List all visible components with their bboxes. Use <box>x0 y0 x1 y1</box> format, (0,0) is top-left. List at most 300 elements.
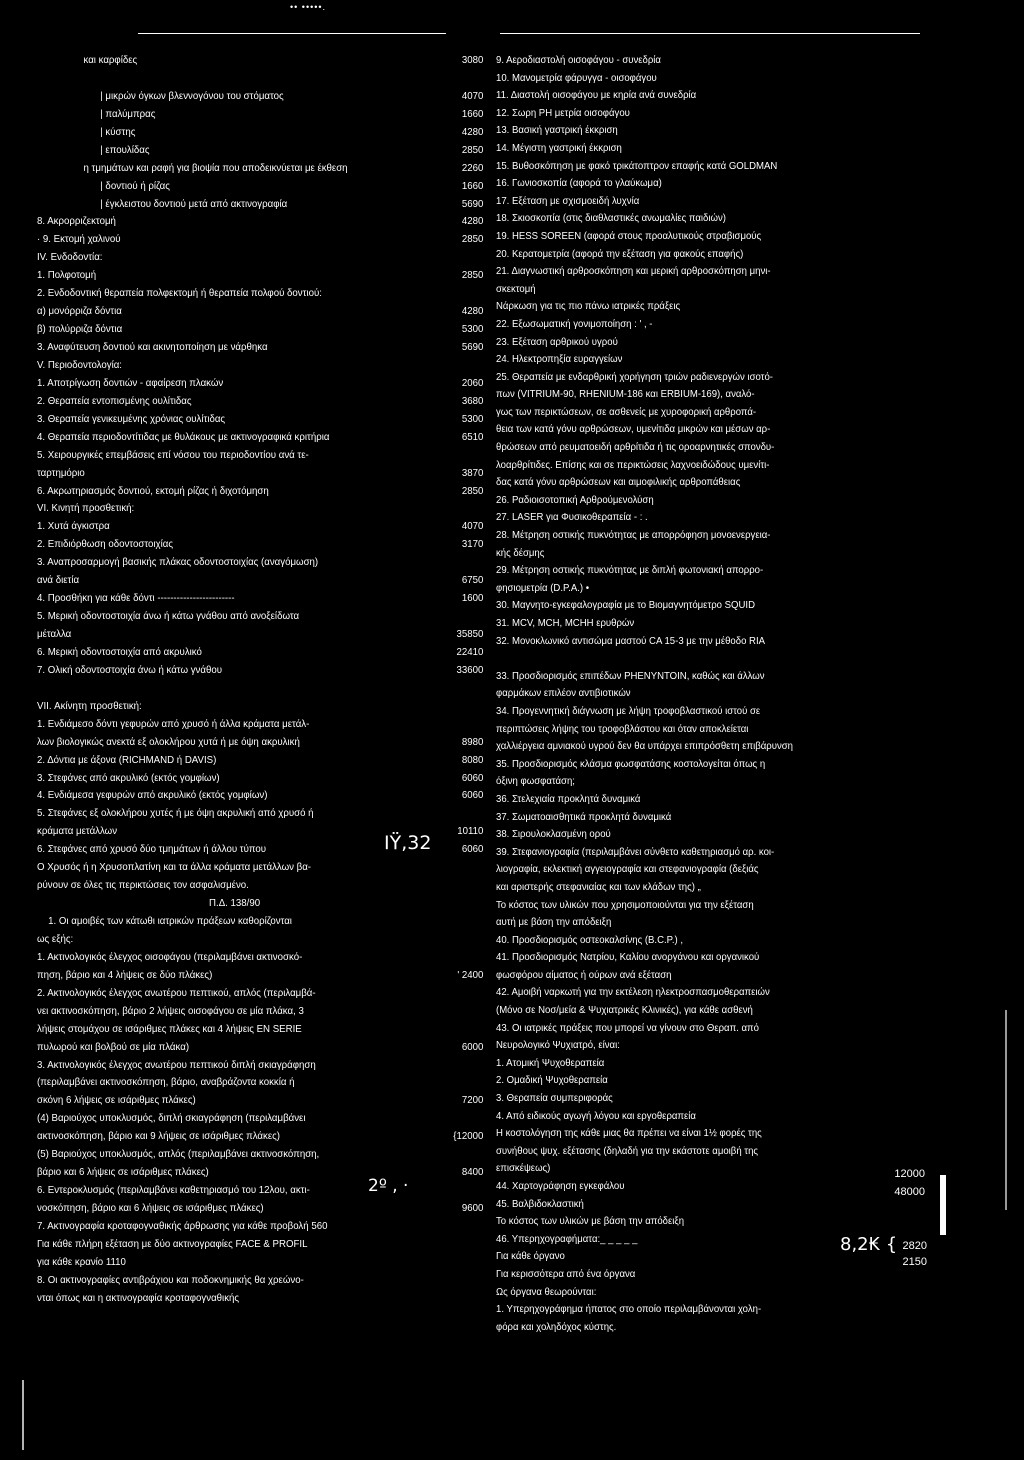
right-entry <box>496 615 879 633</box>
entry-text: | παλύμπρας <box>100 108 156 120</box>
right-entry <box>496 492 879 510</box>
right-entry <box>496 1284 879 1302</box>
entry-text: 1. Χυτά άγκιστρα <box>37 521 110 533</box>
entry-price: {12000 <box>453 1131 484 1143</box>
right-entry <box>496 158 879 176</box>
left-entry <box>37 590 483 608</box>
entry-text: 2. Δόντια με άξονα (RICHMAND ή DAVIS) <box>37 754 217 766</box>
entry-text: και αριστερής στεφανιαίας και των κλάδων της) „ <box>496 881 701 893</box>
right-entry <box>496 809 879 827</box>
entry-text: Π.Δ. 138/90 <box>209 898 261 910</box>
entry-text: 3. Αναπροσαρμογή βασικής πλάκας οδοντοστοιχίας (αναγόμωση) <box>37 557 319 569</box>
entry-price: 2260 <box>461 162 484 174</box>
entry-price <box>442 877 484 895</box>
entry-price <box>442 1110 484 1128</box>
entry-text: ταρτημόριο <box>37 467 85 479</box>
entry-text: λήψεις στομάχου σε ισάριθμες πλάκες και 4 λήψεις EN SERIE <box>37 1023 302 1035</box>
entry-text: 2. Θεραπεία εντοπισμένης ουλίτιδας <box>37 395 192 407</box>
left-entry <box>37 178 483 196</box>
entry-text: 29. Μέτρηση οστικής πυκνότητας με διπλή φωτονιακή απορρο- <box>496 565 764 577</box>
right-entry <box>496 949 879 967</box>
entry-price <box>442 1057 484 1075</box>
entry-price <box>442 1254 484 1272</box>
top-rule-left <box>138 33 446 34</box>
entry-text: Νευρολογικό Ψυχιατρό, είναι: <box>496 1040 620 1052</box>
entry-text: κράματα μετάλλων <box>37 826 118 838</box>
entry-price <box>442 895 484 913</box>
entry-text: 37. Σωματοαισθητικά προκλητά δυναμικά <box>496 811 672 823</box>
entry-text: 33. Προσδιορισμός επιπέδων PHENYNTOIN, καθώς και άλλων <box>496 670 765 682</box>
left-entry <box>37 52 483 70</box>
entry-text: 2. Ενδοδοντική θεραπεία πολφεκτομή ή θεραπεία πολφού δοντιού: <box>37 288 322 300</box>
left-entry <box>37 70 483 88</box>
left-entry <box>37 1290 483 1308</box>
left-entry <box>37 1182 483 1200</box>
left-entry <box>37 949 483 967</box>
right-entry <box>496 967 879 985</box>
entry-price <box>442 500 484 518</box>
right-entry <box>496 703 879 721</box>
right-entry <box>496 316 879 334</box>
entry-text: 22. Εξωσωματική γονιμοποίηση : ' , - <box>496 318 653 330</box>
entry-text: 3. Στεφάνες από ακρυλικό (εκτός γομφίων) <box>37 772 220 784</box>
right-entry <box>496 545 879 563</box>
left-entry <box>37 931 483 949</box>
entry-text: 14. Μέγιστη γαστρική έκκριση <box>496 142 622 154</box>
right-entry <box>496 527 879 545</box>
right-entry <box>496 1020 879 1038</box>
left-entry <box>37 1272 483 1290</box>
entry-text: 1. Ακτινολογικός έλεγχος οισοφάγου (περιλαμβάνει ακτινοσκό- <box>37 951 303 963</box>
right-entry <box>496 597 879 615</box>
entry-price: 8400 <box>461 1167 484 1179</box>
right-entry <box>496 369 879 387</box>
entry-text: και καρφίδες <box>83 55 138 66</box>
right-entry <box>496 897 879 915</box>
right-entry <box>496 1248 879 1266</box>
entry-text: γως των περικτώσεων, σε ασθενείς με χυροφορική αρθροπά- <box>496 406 757 418</box>
entry-text: 6. Ακρωτηριασμός δοντιού, εκτομή ρίζας ή διχοτόμηση <box>37 485 269 497</box>
entry-text: 35. Προσδιορισμός κλάσμα φωσφατάσης κοστολογείται όπως η <box>496 758 766 770</box>
right-entry <box>496 1213 879 1231</box>
handwritten-note-46: 8,2₭ { <box>840 1234 898 1255</box>
entry-text: 5. Στεφάνες εξ ολοκλήρου χυτές ή με όψη ακρυλική από χρυσό ή <box>37 808 314 820</box>
entry-text: | επουλίδας <box>100 144 150 156</box>
entry-price: 2850 <box>461 485 484 497</box>
left-entry <box>37 231 483 249</box>
left-entry <box>37 805 483 823</box>
scan-edge-line <box>1005 1010 1007 1210</box>
entry-text: 1. Υπερηχογράφημα ήπατος στο οποίο περιλαμβάνονται χολη- <box>496 1304 762 1316</box>
entry-text: Νάρκωση για τις πιο πάνω ιατρικές πράξεις <box>496 301 681 313</box>
entry-text: θεια των κατά γόνυ αρθρώσεων, υμενίτιδα μικρών και μέσων αρ- <box>496 424 771 436</box>
entry-text: 10. Μανομετρία φάρυγγα - οισοφάγου <box>496 72 657 84</box>
price-46-b: 2150 <box>902 1256 927 1268</box>
right-entry <box>496 1319 879 1337</box>
entry-text: επισκέψεως) <box>496 1163 551 1175</box>
entry-text: VI. Κινητή προσθετική: <box>37 503 135 515</box>
entry-text: 15. Βυθοσκόπηση με φακό τρικάτοπτρον επαφής κατά GOLDMAN <box>496 160 778 172</box>
entry-text: | κύστης <box>100 126 136 138</box>
left-entry <box>37 877 483 895</box>
right-entry <box>496 773 879 791</box>
entry-price: 2060 <box>461 377 484 389</box>
entry-text: φόρα και χοληδόχος κύστης. <box>496 1321 617 1333</box>
left-entry <box>37 626 483 644</box>
entry-text: 1. Ατομική Ψυχοθεραπεία <box>496 1057 605 1069</box>
right-entry <box>496 193 879 211</box>
entry-text: για κάθε κρανίο 1110 <box>37 1256 126 1268</box>
right-entry <box>496 1037 879 1055</box>
left-entry <box>37 124 483 142</box>
entry-price: 5690 <box>461 198 484 210</box>
entry-text <box>37 680 442 698</box>
right-entry <box>496 1301 879 1319</box>
entry-text: 23. Εξέταση αρθρικού υγρού <box>496 336 618 348</box>
entry-text: βάριο και 6 λήψεις σε ισάριθμες πλάκες) <box>37 1167 209 1179</box>
entry-text: 19. HESS SOREEN (αφορά στους προαλυτικούς στραβισμούς <box>496 230 762 242</box>
entry-text: 1. Ενδιάμεσο δόντι γεφυρών από χρυσό ή άλλα κράματα μετάλ- <box>37 718 310 730</box>
right-entry <box>496 562 879 580</box>
entry-text: 7. Ακτινογραφία κροταφογναθικής άρθρωσης για κάθε προβολή 560 <box>37 1220 328 1232</box>
right-entry <box>496 175 879 193</box>
entry-text: 5. Χειρουργικές επεμβάσεις επί νόσου του περιοδοντίου ανά τε- <box>37 449 309 461</box>
entry-text: 1. Οι αμοιβές των κάτωθι ιατρικών πράξεων καθορίζονται <box>48 916 292 927</box>
entry-price <box>442 913 484 931</box>
entry-text: ως εξής: <box>37 933 74 945</box>
left-entry <box>37 1039 483 1057</box>
right-entry <box>496 668 879 686</box>
entry-price: 1600 <box>461 593 484 605</box>
left-entry <box>37 608 483 626</box>
right-entry <box>496 52 879 70</box>
entry-text: 5. Μερική οδοντοστοιχία άνω ή κάτω γνάθου από ανοξείδωτα <box>37 611 300 623</box>
left-entry <box>37 429 483 447</box>
right-entry <box>496 122 879 140</box>
entry-text: 4. Ενδιάμεσα γεφυρών από ακρυλικό (εκτός γομφίων) <box>37 790 268 802</box>
entry-text: πων (VITRIUM-90, RHENIUM-186 και ERBIUM-169), αναλό- <box>496 389 755 401</box>
entry-price: 4280 <box>461 126 484 138</box>
left-entry <box>37 321 483 339</box>
entry-text: IV. Ενδοδοντία: <box>37 252 103 264</box>
entry-text: νοσκόπηση, βάριο και 6 λήψεις σε ισάριθμες πλάκες) <box>37 1203 264 1214</box>
right-entry <box>496 685 879 703</box>
right-entry <box>496 404 879 422</box>
left-entry <box>37 267 483 285</box>
entry-price: 5300 <box>461 413 484 425</box>
left-entry <box>37 106 483 124</box>
left-entry <box>37 662 483 680</box>
entry-text: 28. Μέτρηση οστικής πυκνότητας με απορρόφηση μονοενεργεια- <box>496 530 771 542</box>
entry-text: φησιομετρία (D.P.A.) • <box>496 582 590 594</box>
entry-price: 7200 <box>461 1095 484 1107</box>
entry-price: 10110 <box>457 826 484 838</box>
left-entry <box>37 142 483 160</box>
left-entry <box>37 734 483 752</box>
entry-text: 43. Οι ιατρικές πράξεις που μπορεί να γίνουν στο Θεραπ. από <box>496 1022 759 1034</box>
left-entry <box>37 1003 483 1021</box>
entry-text: Το κόστος των υλικών με βάση την απόδειξη <box>496 1216 685 1228</box>
left-column <box>37 52 483 1308</box>
entry-price <box>442 716 484 734</box>
entry-text: 4. Θεραπεία περιοδοντίτιδας με θυλάκους με ακτινογραφικά κριτήρια <box>37 431 330 443</box>
right-entry <box>496 70 879 88</box>
entry-text: Για κάθε πλήρη εξέταση με δύο ακτινογραφίες FACE & PROFIL <box>37 1238 308 1250</box>
entry-text: Για κάθε όργανο <box>496 1251 565 1263</box>
entry-price: 4280 <box>461 306 484 318</box>
entry-price <box>442 357 484 375</box>
entry-text: νει ακτινοσκόπηση, βάριο 2 λήψεις οισοφάγου σε μία πλάκα, 3 <box>37 1005 304 1017</box>
right-entry <box>496 386 879 404</box>
entry-text: Το κόστος των υλικών που χρησιμοποιούνται για την εξέταση <box>496 899 754 911</box>
left-entry <box>37 500 483 518</box>
entry-price: 2850 <box>461 144 484 156</box>
handwritten-note-2: 2º , · <box>368 1176 409 1196</box>
entry-text: ακτινοσκόπηση, βάριο και 9 λήψεις σε ισάριθμες πλάκες) <box>37 1131 281 1143</box>
entry-text: 36. Στελεχιαία προκλητά δυναμικά <box>496 793 641 805</box>
entry-price <box>442 554 484 572</box>
entry-text: 3. Αναφύτευση δοντιού και ακινητοποίηση με νάρθηκα <box>37 342 268 353</box>
right-entry <box>496 756 879 774</box>
left-entry <box>37 770 483 788</box>
entry-text: 3. Ακτινολογικός έλεγχος ανωτέρου πεπτικού διπλή σκιαγράφηση <box>37 1059 316 1071</box>
right-entry <box>496 1125 879 1143</box>
scan-edge-mark <box>940 1175 946 1235</box>
entry-price: 6060 <box>461 790 484 802</box>
right-entry <box>496 1090 879 1108</box>
entry-text: 9. Αεροδιαστολή οισοφάγου - συνεδρία <box>496 55 661 66</box>
entry-price: ' 2400 <box>457 969 484 981</box>
entry-text: 1. Αποτρίγωση δοντιών - αφαίρεση πλακών <box>37 377 224 389</box>
entry-text: λοαρθρίτιδες. Επίσης και σε περικτώσεις λαχνοειδώδους υμενίτι- <box>496 459 770 471</box>
entry-text: 44. Χαρτογράφηση εγκεφάλου <box>496 1181 625 1192</box>
entry-text: 12. Σωρη PH μετρία οισοφάγου <box>496 107 630 119</box>
entry-price: 8080 <box>461 754 484 766</box>
left-entry <box>37 1092 483 1110</box>
price-44: 12000 <box>894 1168 925 1180</box>
left-entry <box>37 985 483 1003</box>
entry-text: περιπτώσεις λήψης του τροφοβλάστου και όταν αποκλείεται <box>496 723 749 735</box>
entry-text: σκεκτομή <box>496 283 536 295</box>
entry-text: 2. Ομαδική Ψυχοθεραπεία <box>496 1075 608 1087</box>
left-entry <box>37 1110 483 1128</box>
entry-text: α) μονόρριζα δόντια <box>37 306 122 318</box>
left-entry <box>37 88 483 106</box>
left-entry <box>37 1164 483 1182</box>
right-entry <box>496 1108 879 1126</box>
entry-price <box>442 859 484 877</box>
entry-text: μέταλλα <box>37 629 72 640</box>
right-entry <box>496 861 879 879</box>
entry-text: 11. Διαστολή οισοφάγου με κηρία ανά συνεδρία <box>496 90 697 102</box>
entry-text: κής δέσμης <box>496 547 545 559</box>
left-entry <box>37 249 483 267</box>
entry-text: 16. Γωνιοσκοπία (αφορά το γλαύκωμα) <box>496 178 662 190</box>
entry-text: 41. Προσδιορισμός Νατρίου, Καλίου ανοργάνου και οργανικού <box>496 952 760 964</box>
entry-text: | έγκλειστου δοντιού μετά από ακτινογραφία <box>100 198 288 210</box>
entry-text: 2. Ακτινολογικός έλεγχος ανωτέρου πεπτικού, απλός (περιλαμβά- <box>37 987 316 999</box>
right-entry <box>496 474 879 492</box>
entry-price: 8980 <box>461 736 484 748</box>
entry-text: 6. Εντεροκλυσμός (περιλαμβάνει καθετηριασμό του 12λου, ακτι- <box>37 1185 310 1197</box>
left-entry <box>37 393 483 411</box>
entry-price: 1660 <box>461 180 484 192</box>
entry-text: ανά διετία <box>37 575 80 587</box>
entry-text: 26. Ραδιοισοτοπική Αρθρούμενολύση <box>496 494 654 506</box>
entry-text: 4. Από ειδικούς αγωγή λόγου και εργοθεραπεία <box>496 1110 696 1122</box>
right-entry <box>496 580 879 598</box>
top-rule-right <box>500 33 920 34</box>
entry-price <box>442 249 484 267</box>
entry-text: 2. Επιδιόρθωση οδοντοστοιχίας <box>37 539 173 551</box>
right-entry <box>496 1196 879 1214</box>
entry-price <box>442 1272 484 1290</box>
entry-price: 33600 <box>456 664 484 676</box>
entry-price <box>442 608 484 626</box>
entry-text: | δοντιού ή ρίζας <box>100 180 170 192</box>
entry-text: 45. Βαλβιδοκλαστική <box>496 1198 584 1210</box>
left-entry <box>37 644 483 662</box>
entry-text: 8. Οι ακτινογραφίες αντιβράχιου και ποδοκνημικής θα χρεώνο- <box>37 1274 304 1286</box>
right-entry <box>496 1266 879 1284</box>
entry-price: 3870 <box>461 467 484 479</box>
left-entry <box>37 285 483 303</box>
entry-price <box>442 680 484 698</box>
entry-text: πηση, βάριο και 4 λήψεις σε δύο πλάκες) <box>37 969 213 981</box>
entry-text: Η κοστολόγηση της κάθε μιας θα πρέπει να είναι 1½ φορές της <box>496 1128 762 1140</box>
left-entry <box>37 213 483 231</box>
entry-text: 25. Θεραπεία με ενδαρθρική χορήγηση τριών ραδιενεργών ισοτό- <box>496 371 773 383</box>
entry-price <box>442 285 484 303</box>
entry-text: δας κατά γόνυ αρθρώσεων και αιμοφιλικής αρθροπάθειας <box>496 477 741 489</box>
entry-text: 20. Κερατομετρία (αφορά την εξέταση για φακούς επαφής) <box>496 248 744 260</box>
entry-price: 6060 <box>461 844 484 856</box>
entry-text: 40. Προσδιορισμός οστεοκαλσίνης (B.C.P.) , <box>496 934 683 946</box>
right-entry <box>496 738 879 756</box>
left-entry <box>37 303 483 321</box>
entry-text: 46. Υπερηχογραφήματα:_ _ _ _ _ <box>496 1233 638 1245</box>
entry-price: 6000 <box>461 1041 484 1053</box>
entry-price: 35850 <box>456 629 484 640</box>
left-entry <box>37 859 483 877</box>
entry-text: (περιλαμβάνει ακτινοσκόπηση, βάριο, αναβράζοντα κοκκία ή <box>37 1077 295 1089</box>
entry-text <box>37 70 442 88</box>
entry-price: 6510 <box>461 431 484 443</box>
entry-price: 4280 <box>461 216 484 228</box>
entry-text: 24. Ηλεκτροπηξία ευραγγείων <box>496 354 623 366</box>
entry-price <box>442 985 484 1003</box>
entry-price: 6750 <box>461 575 484 587</box>
right-entry <box>496 826 879 844</box>
left-entry <box>37 1236 483 1254</box>
left-entry <box>37 483 483 501</box>
left-entry <box>37 913 483 931</box>
entry-text: VII. Ακίνητη προσθετική: <box>37 700 142 712</box>
left-entry <box>37 680 483 698</box>
entry-text: 18. Σκιοσκοπία (στις διαθλαστικές ανωμαλίες παιδιών) <box>496 213 726 225</box>
left-entry <box>37 967 483 985</box>
left-entry <box>37 1021 483 1039</box>
left-entry <box>37 357 483 375</box>
entry-text: χαλλιέργεια αμνιακού υγρού δεν θα υπάρχει επιπρόσθετη επιβάρυνση <box>496 741 793 753</box>
left-entry <box>37 518 483 536</box>
entry-text: 1. Πολφοτομή <box>37 270 97 282</box>
entry-price <box>442 931 484 949</box>
entry-price <box>442 1182 484 1200</box>
entry-price <box>442 70 484 88</box>
entry-text: φωσφόρου αίματος ή ούρων ανά εξέταση <box>496 969 672 981</box>
entry-text: Ως όργανα θεωρούνται: <box>496 1286 597 1298</box>
right-entry <box>496 105 879 123</box>
entry-price <box>442 698 484 716</box>
entry-text: 30. Μαγνητο-εγκεφαλογραφία με το Βιομαγνητόμετρο SQUID <box>496 600 756 612</box>
entry-text: 34. Προγεννητική διάγνωση με λήψη τροφοβλαστικού ιστού σε <box>496 705 761 717</box>
right-entry <box>496 914 879 932</box>
entry-text: (5) Βαριούχος υποκλυσμός, απλός (περιλαμβάνει ακτινοσκόπηση, <box>37 1149 320 1161</box>
entry-price: 2850 <box>461 270 484 282</box>
right-entry <box>496 1055 879 1073</box>
right-entry <box>496 791 879 809</box>
entry-price <box>442 1290 484 1308</box>
entry-price: 3680 <box>461 395 484 407</box>
entry-text: Για κερισσότερα από ένα όργανα <box>496 1268 636 1280</box>
entry-text: 42. Αμοιβή ναρκωτή για την εκτέλεση ηλεκτροσπασμοθεραπειών <box>496 987 770 999</box>
left-entry <box>37 339 483 357</box>
right-entry <box>496 1143 879 1161</box>
entry-text: | μικρών όγκων βλεννογόνου του στόματος <box>100 90 284 102</box>
header-mark: •• •••••. <box>290 2 327 12</box>
left-entry <box>37 572 483 590</box>
left-entry <box>37 196 483 214</box>
right-entry <box>496 1002 879 1020</box>
entry-text: πυλωρού και βολβού σε μία πλάκα) <box>37 1041 190 1053</box>
entry-text: ρύνουν σε όλες τις περικτώσεις τον ασφαλισμένο. <box>37 880 249 892</box>
entry-text: συνήθους ψυχ. εξέτασης (δηλαδή για την εκάστοτε αμοιβή της <box>496 1145 759 1157</box>
entry-text: όξινη φωσφατάση; <box>496 776 575 788</box>
scan-edge-line-left <box>22 1380 24 1450</box>
right-entry <box>496 1178 879 1196</box>
right-entry <box>496 457 879 475</box>
entry-price <box>442 1236 484 1254</box>
entry-price: 5300 <box>461 324 484 336</box>
right-entry <box>496 421 879 439</box>
entry-text: 7. Ολική οδοντοστοιχία άνω ή κάτω γνάθου <box>37 664 223 676</box>
left-entry <box>37 1128 483 1146</box>
entry-price: 2850 <box>461 234 484 246</box>
handwritten-note-1: ΙΫ,32 <box>384 832 432 854</box>
left-entry <box>37 375 483 393</box>
left-entry <box>37 1218 483 1236</box>
entry-price <box>442 1074 484 1092</box>
entry-price: 22410 <box>456 646 484 658</box>
right-entry <box>496 334 879 352</box>
entry-price: 4070 <box>461 90 484 102</box>
right-entry <box>496 721 879 739</box>
entry-text: φαρμάκων επιλέον αντιβιοτικών <box>496 688 631 700</box>
entry-text: 6. Στεφάνες από χρυσό δύο τμημάτων ή άλλου τύπου <box>37 844 267 856</box>
left-entry <box>37 411 483 429</box>
left-entry <box>37 1254 483 1272</box>
entry-text: νται όπως και η ακτινογραφία κροταφογναθικής <box>37 1292 240 1304</box>
entry-text: · 9. Εκτομή χαλινού <box>37 234 121 246</box>
entry-text: β) πολύρριζα δόντια <box>37 324 123 336</box>
right-entry <box>496 650 879 668</box>
entry-text: 27. LASER για Φυσικοθεραπεία - : . <box>496 512 648 524</box>
entry-text: αυτή με βάση την απόδειξη <box>496 917 612 929</box>
entry-price: 1660 <box>461 108 484 120</box>
entry-text: 39. Στεφανιογραφία (περιλαμβάνει σύνθετο καθετηριασμό αρ. κοι- <box>496 846 775 858</box>
entry-text: 13. Βασική γαστρική έκκριση <box>496 125 618 137</box>
